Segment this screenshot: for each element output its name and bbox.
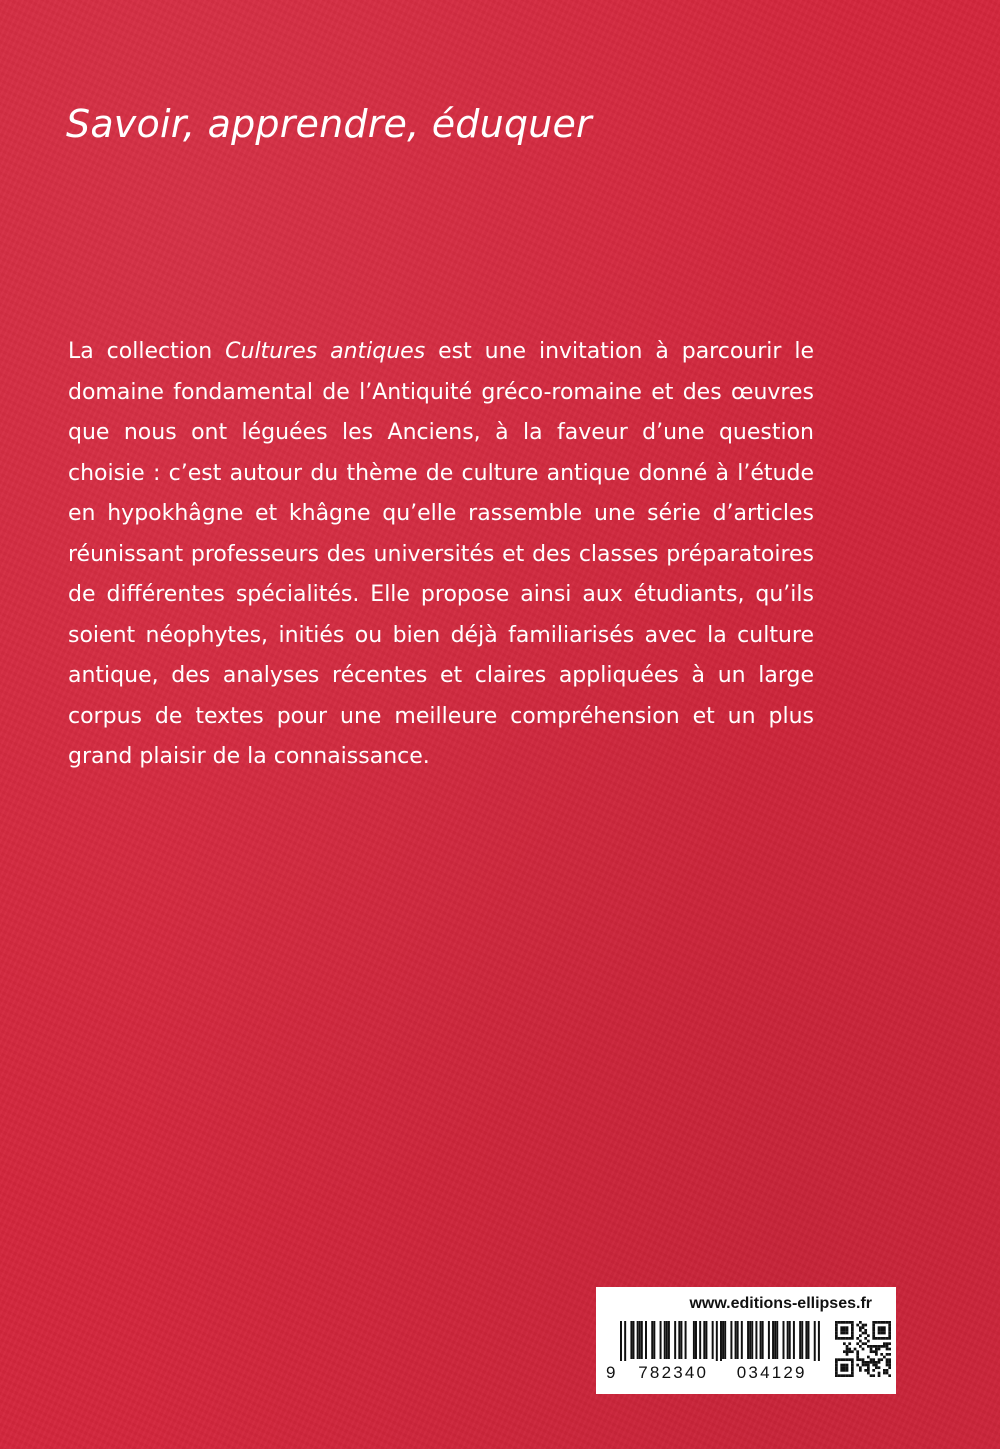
qr-module <box>835 1366 838 1369</box>
qr-module <box>862 1324 865 1327</box>
qr-module <box>862 1326 865 1329</box>
qr-module <box>867 1364 870 1367</box>
qr-module <box>835 1364 838 1367</box>
qr-module <box>851 1350 854 1353</box>
qr-module <box>875 1337 878 1340</box>
qr-module <box>878 1326 881 1329</box>
qr-module <box>886 1353 889 1356</box>
barcode-bar <box>685 1321 687 1359</box>
qr-module <box>856 1364 859 1367</box>
qr-module <box>872 1332 875 1335</box>
qr-module <box>888 1364 891 1367</box>
qr-module <box>883 1332 886 1335</box>
qr-module <box>888 1332 891 1335</box>
qr-module <box>843 1329 846 1332</box>
qr-module <box>848 1374 851 1377</box>
qr-module <box>880 1329 883 1332</box>
qr-module <box>878 1374 881 1377</box>
qr-module <box>856 1324 859 1327</box>
qr-module <box>843 1374 846 1377</box>
collection-title: Cultures antiques <box>225 339 426 364</box>
qr-module <box>835 1329 838 1332</box>
qr-module <box>848 1358 851 1361</box>
qr-module <box>875 1364 878 1367</box>
qr-module <box>851 1369 854 1372</box>
qr-module <box>835 1372 838 1375</box>
qr-module <box>846 1348 849 1351</box>
qr-module <box>886 1358 889 1361</box>
barcode-bar <box>680 1321 682 1359</box>
qr-module <box>872 1326 875 1329</box>
qr-module <box>886 1345 889 1348</box>
qr-module <box>867 1361 870 1364</box>
qr-module <box>888 1366 891 1369</box>
barcode-bar <box>747 1321 749 1359</box>
barcode-bar <box>789 1321 791 1359</box>
description-body: est une invitation à parcourir le domaine fondamental de l’Antiquité gréco-romaine et des œuvres que nous ont léguées les Anciens, à la faveur d’une question choisie : c’est autour du thème de culture antique donné à l’étude en hypokhâgne et khâgne qu’elle rassemble une série d’articles réunissant professeurs des universités et des classes préparatoires de différentes spécialités. Elle propose ainsi aux étudiants, qu’ils soient néophytes, initiés ou bien déjà familiarisés avec la culture antique, des analyses récentes et claires appliquées à un large corpus de textes pour une meilleure compréhension et un plus grand plaisir de la connaissance. <box>68 339 815 769</box>
qr-module <box>864 1329 867 1332</box>
qr-module <box>843 1326 846 1329</box>
qr-module <box>864 1364 867 1367</box>
qr-module <box>883 1356 886 1359</box>
barcode-bar <box>668 1321 670 1359</box>
barcode-bar <box>799 1321 801 1359</box>
qr-module <box>835 1369 838 1372</box>
qr-module <box>867 1334 870 1337</box>
qr-module <box>846 1345 849 1348</box>
qr-module <box>846 1326 849 1329</box>
qr-module <box>883 1329 886 1332</box>
isbn-first-digit: 9 <box>606 1363 616 1382</box>
qr-module <box>872 1321 875 1324</box>
qr-module <box>883 1369 886 1372</box>
qr-module <box>854 1348 857 1351</box>
qr-module <box>851 1329 854 1332</box>
qr-module <box>872 1350 875 1353</box>
qr-module <box>872 1364 875 1367</box>
qr-module <box>888 1326 891 1329</box>
qr-module <box>867 1372 870 1375</box>
qr-module <box>886 1321 889 1324</box>
qr-module <box>880 1345 883 1348</box>
qr-module <box>846 1364 849 1367</box>
qr-module <box>888 1334 891 1337</box>
qr-module <box>840 1321 843 1324</box>
qr-module <box>859 1369 862 1372</box>
qr-module <box>835 1374 838 1377</box>
barcode-bar <box>639 1321 641 1359</box>
qr-module <box>864 1361 867 1364</box>
qr-module <box>872 1358 875 1361</box>
qr-module <box>883 1337 886 1340</box>
barcode-bar <box>651 1321 653 1359</box>
barcode-bar <box>674 1321 676 1359</box>
qr-module <box>872 1324 875 1327</box>
collection-description <box>68 332 814 778</box>
barcode-bar <box>755 1321 757 1359</box>
qr-module <box>878 1372 881 1375</box>
barcode-bar <box>693 1321 695 1359</box>
barcode-bar <box>735 1321 737 1359</box>
qr-module <box>886 1342 889 1345</box>
qr-module <box>880 1358 883 1361</box>
barcode-label <box>596 1287 896 1394</box>
qr-module <box>862 1364 865 1367</box>
qr-module <box>878 1361 881 1364</box>
tagline: Savoir, apprendre, éduquer <box>66 102 592 146</box>
qr-module <box>888 1358 891 1361</box>
qr-module <box>851 1361 854 1364</box>
barcode-bar <box>787 1321 789 1359</box>
qr-module <box>867 1369 870 1372</box>
barcode-bar <box>724 1321 726 1359</box>
qr-module <box>846 1321 849 1324</box>
qr-module <box>870 1350 873 1353</box>
qr-module <box>856 1342 859 1345</box>
barcode-bar <box>678 1321 680 1359</box>
qr-module <box>888 1374 891 1377</box>
barcode-bar <box>814 1321 816 1361</box>
qr-module <box>862 1332 865 1335</box>
qr-module <box>848 1348 851 1351</box>
qr-module <box>886 1361 889 1364</box>
qr-module <box>846 1332 849 1335</box>
qr-module <box>848 1321 851 1324</box>
qr-module <box>838 1358 841 1361</box>
qr-module <box>886 1348 889 1351</box>
qr-module <box>880 1353 883 1356</box>
qr-module <box>878 1329 881 1332</box>
qr-module <box>846 1337 849 1340</box>
qr-module <box>875 1348 878 1351</box>
barcode-bar <box>737 1321 739 1359</box>
qr-module <box>851 1372 854 1375</box>
barcode-bar <box>808 1321 810 1359</box>
barcode-bar <box>768 1321 770 1359</box>
qr-module <box>859 1340 862 1343</box>
qr-module <box>878 1358 881 1361</box>
qr-module <box>880 1332 883 1335</box>
barcode-bar <box>712 1321 714 1359</box>
qr-module <box>840 1369 843 1372</box>
barcode-bar <box>705 1321 707 1359</box>
qr-module <box>840 1358 843 1361</box>
qr-module <box>840 1332 843 1335</box>
qr-module <box>888 1329 891 1332</box>
barcode-bar <box>762 1321 764 1359</box>
qr-module <box>851 1332 854 1335</box>
qr-module <box>843 1366 846 1369</box>
qr-module <box>846 1350 849 1353</box>
barcode-bar <box>801 1321 803 1359</box>
barcode-bar <box>716 1321 718 1361</box>
barcode-bar <box>703 1321 705 1359</box>
qr-module <box>851 1321 854 1324</box>
qr-module <box>870 1361 873 1364</box>
qr-module <box>872 1337 875 1340</box>
qr-module <box>835 1324 838 1327</box>
qr-module <box>883 1326 886 1329</box>
qr-module <box>859 1345 862 1348</box>
qr-module <box>848 1350 851 1353</box>
qr-module <box>878 1332 881 1335</box>
qr-module <box>846 1366 849 1369</box>
qr-module <box>843 1358 846 1361</box>
qr-module <box>875 1366 878 1369</box>
qr-module <box>878 1348 881 1351</box>
qr-module <box>886 1369 889 1372</box>
qr-module <box>870 1345 873 1348</box>
qr-module <box>872 1345 875 1348</box>
qr-module <box>859 1326 862 1329</box>
barcode-bar <box>741 1321 743 1359</box>
qr-module <box>888 1348 891 1351</box>
qr-module <box>848 1342 851 1345</box>
qr-module <box>875 1361 878 1364</box>
qr-module <box>843 1369 846 1372</box>
qr-module <box>835 1332 838 1335</box>
qr-module <box>862 1361 865 1364</box>
barcode-bar <box>641 1321 643 1359</box>
qr-module <box>888 1353 891 1356</box>
qr-module <box>856 1356 859 1359</box>
isbn-digits <box>606 1363 821 1383</box>
qr-module <box>867 1356 870 1359</box>
qr-module <box>883 1345 886 1348</box>
qr-module <box>838 1374 841 1377</box>
qr-module <box>835 1326 838 1329</box>
qr-module <box>840 1329 843 1332</box>
qr-module <box>843 1342 846 1345</box>
qr-module <box>878 1337 881 1340</box>
qr-module <box>859 1358 862 1361</box>
qr-module <box>835 1321 838 1324</box>
qr-module <box>883 1372 886 1375</box>
qr-module <box>872 1334 875 1337</box>
barcode-bar <box>776 1321 778 1359</box>
qr-module <box>864 1332 867 1335</box>
barcode-bar <box>793 1321 795 1359</box>
qr-module <box>840 1326 843 1329</box>
barcode-bar <box>695 1321 697 1359</box>
qr-module <box>862 1342 865 1345</box>
qr-module <box>872 1374 875 1377</box>
barcode-bar <box>730 1321 732 1359</box>
qr-module <box>875 1321 878 1324</box>
qr-module <box>835 1358 838 1361</box>
qr-module <box>851 1334 854 1337</box>
barcode-bar <box>774 1321 776 1359</box>
qr-module <box>867 1340 870 1343</box>
qr-module <box>840 1366 843 1369</box>
barcode-bar <box>660 1321 662 1359</box>
qr-module <box>843 1350 846 1353</box>
isbn-group-left: 782340 <box>638 1363 709 1382</box>
qr-module <box>859 1329 862 1332</box>
qr-module <box>840 1364 843 1367</box>
qr-module <box>851 1358 854 1361</box>
barcode-bar <box>699 1321 701 1359</box>
qr-module <box>843 1337 846 1340</box>
barcode-bar <box>772 1321 774 1359</box>
qr-module <box>843 1321 846 1324</box>
qr-module <box>880 1337 883 1340</box>
barcode-bar <box>624 1321 626 1361</box>
qr-module <box>878 1345 881 1348</box>
qr-module <box>878 1366 881 1369</box>
qr-module <box>888 1342 891 1345</box>
qr-module <box>859 1366 862 1369</box>
qr-module <box>840 1337 843 1340</box>
qr-module <box>859 1321 862 1324</box>
qr-module <box>856 1353 859 1356</box>
qr-module <box>838 1337 841 1340</box>
qr-module <box>872 1329 875 1332</box>
qr-module <box>840 1374 843 1377</box>
barcode-bar <box>633 1321 635 1359</box>
qr-module <box>856 1350 859 1353</box>
qr-module <box>835 1361 838 1364</box>
qr-module <box>843 1364 846 1367</box>
publisher-website[interactable]: www.editions-ellipses.fr <box>689 1295 872 1312</box>
qr-module <box>878 1321 881 1324</box>
barcode-bar <box>720 1321 722 1361</box>
qr-module <box>846 1374 849 1377</box>
barcode-bar <box>620 1321 622 1361</box>
barcode-icon <box>620 1321 820 1361</box>
qr-module <box>867 1366 870 1369</box>
qr-module <box>888 1324 891 1327</box>
qr-module <box>875 1350 878 1353</box>
barcode-bar <box>805 1321 807 1359</box>
isbn-group-right: 034129 <box>736 1363 807 1382</box>
qr-module <box>886 1337 889 1340</box>
barcode-bar <box>664 1321 666 1359</box>
description-intro: La collection <box>68 339 226 364</box>
barcode-bar <box>645 1321 647 1359</box>
qr-module <box>856 1337 859 1340</box>
qr-module <box>835 1334 838 1337</box>
qr-module <box>870 1348 873 1351</box>
qr-module <box>875 1345 878 1348</box>
qr-module <box>864 1324 867 1327</box>
barcode-bar <box>722 1321 724 1359</box>
qr-module <box>846 1358 849 1361</box>
qr-module <box>846 1329 849 1332</box>
qr-module <box>864 1342 867 1345</box>
qr-module <box>886 1372 889 1375</box>
qr-module <box>862 1348 865 1351</box>
qr-module <box>856 1358 859 1361</box>
qr-module <box>862 1358 865 1361</box>
qr-module <box>859 1334 862 1337</box>
qr-module <box>888 1321 891 1324</box>
qr-module <box>851 1374 854 1377</box>
qr-module <box>872 1361 875 1364</box>
qr-module <box>846 1369 849 1372</box>
qr-module <box>888 1361 891 1364</box>
barcode-bar <box>783 1321 785 1359</box>
barcode-bar <box>751 1321 753 1359</box>
qr-module <box>843 1332 846 1335</box>
qr-module <box>883 1321 886 1324</box>
qr-module <box>864 1369 867 1372</box>
qr-module <box>886 1364 889 1367</box>
qr-module <box>851 1337 854 1340</box>
barcode-bar <box>760 1321 762 1359</box>
qr-module <box>883 1342 886 1345</box>
qr-module <box>851 1364 854 1367</box>
barcode-bar <box>666 1321 668 1359</box>
barcode-bar <box>818 1321 820 1361</box>
qr-module <box>888 1337 891 1340</box>
qr-module <box>846 1353 849 1356</box>
qr-module <box>851 1326 854 1329</box>
qr-module <box>848 1337 851 1340</box>
qr-module <box>851 1366 854 1369</box>
qr-module <box>875 1353 878 1356</box>
qr-code-icon <box>835 1321 891 1377</box>
qr-module <box>872 1369 875 1372</box>
qr-module <box>835 1337 838 1340</box>
qr-module <box>870 1358 873 1361</box>
barcode-bar <box>637 1321 639 1359</box>
qr-module <box>864 1337 867 1340</box>
qr-module <box>867 1345 870 1348</box>
barcode-bar <box>630 1321 632 1359</box>
barcode-bar <box>653 1321 655 1359</box>
qr-module <box>880 1326 883 1329</box>
barcode-bar <box>749 1321 751 1359</box>
qr-module <box>838 1321 841 1324</box>
qr-module <box>880 1321 883 1324</box>
qr-module <box>851 1324 854 1327</box>
qr-module <box>870 1374 873 1377</box>
